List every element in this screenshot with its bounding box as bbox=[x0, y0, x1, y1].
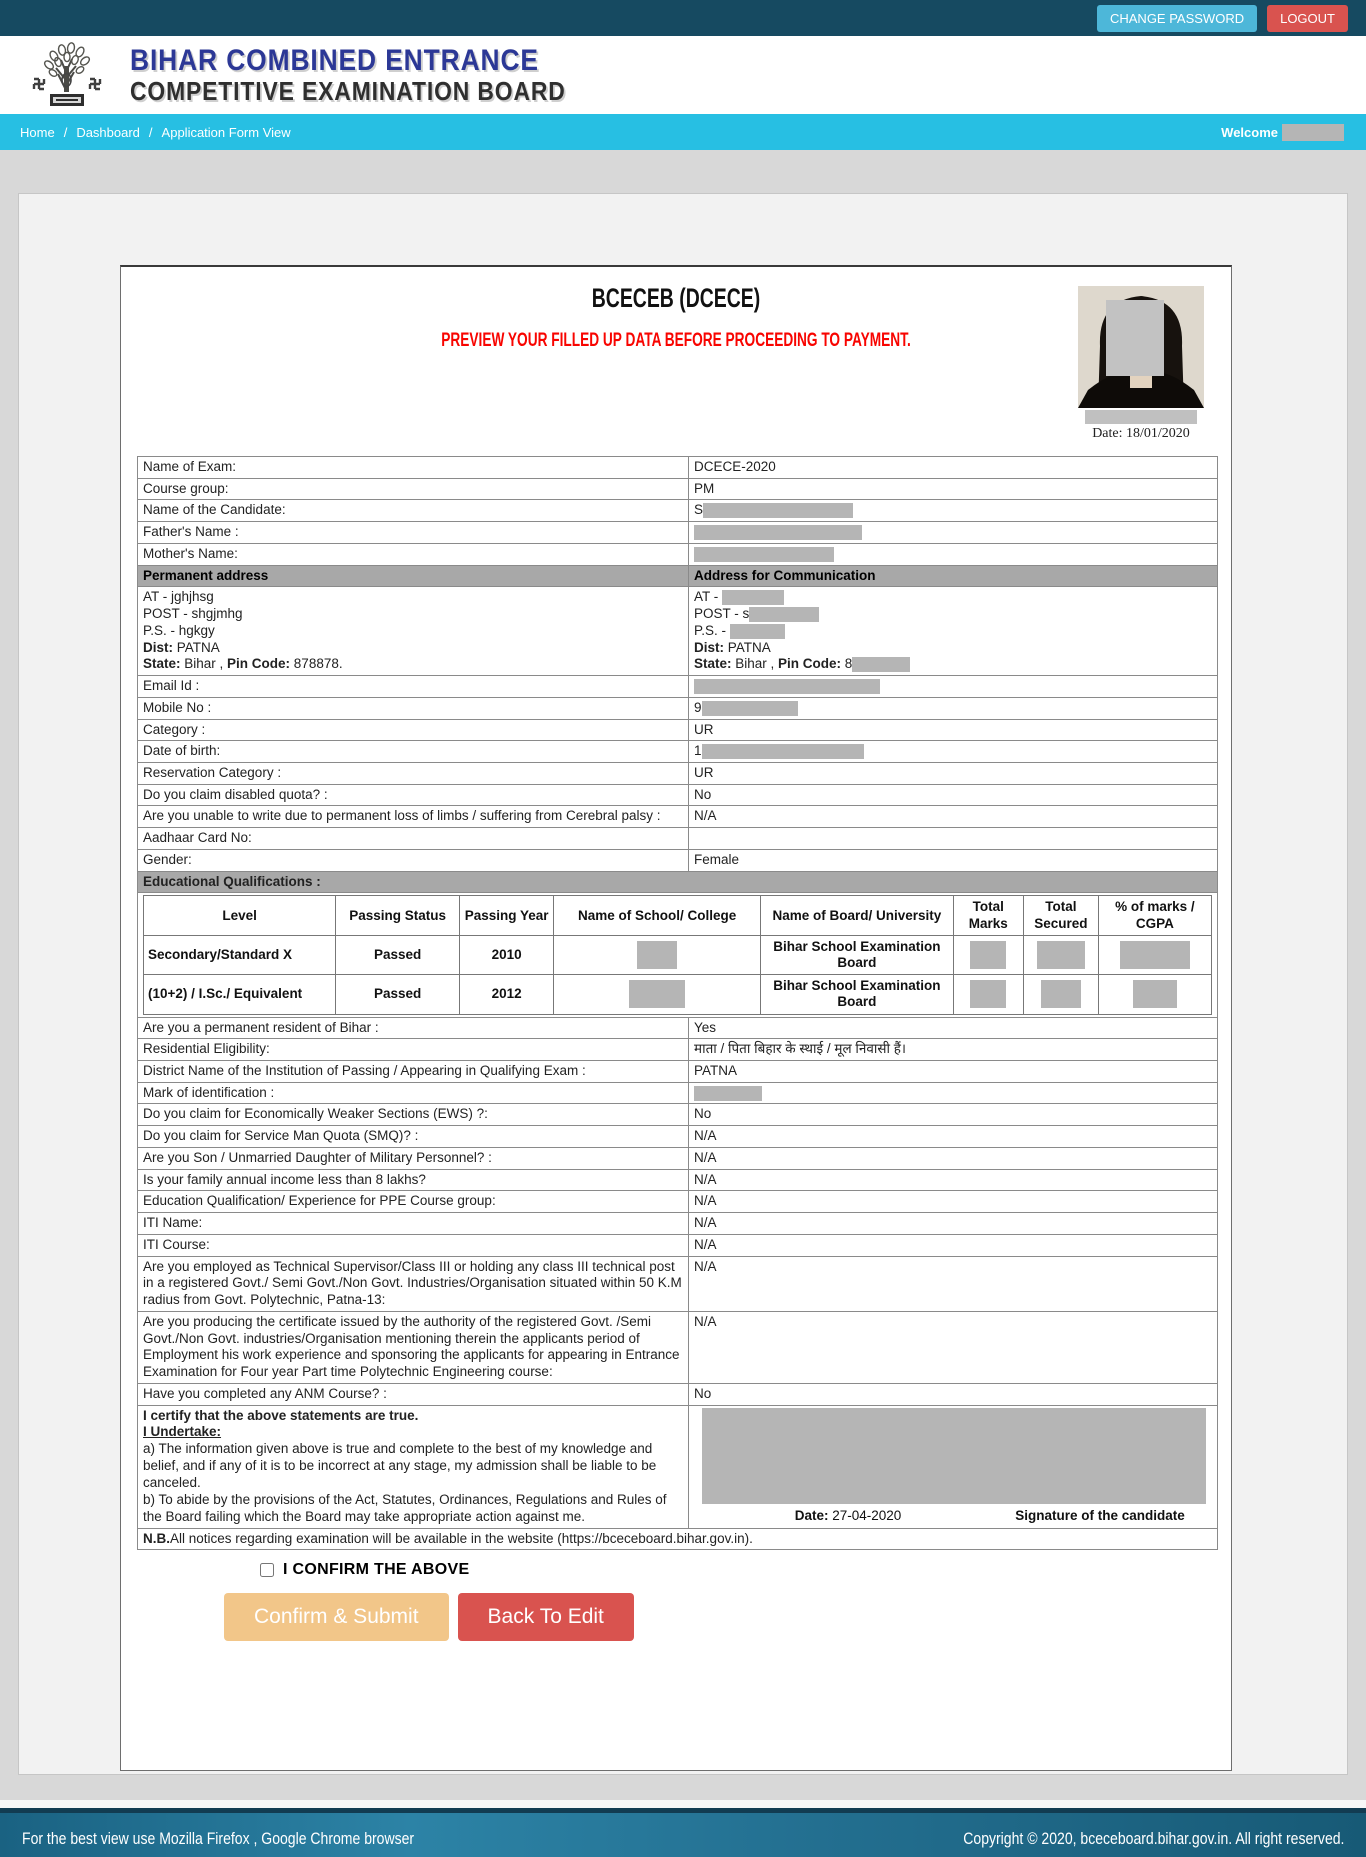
redacted-value bbox=[749, 607, 819, 622]
photo-redacted-block bbox=[702, 1408, 994, 1504]
redacted-value bbox=[702, 744, 864, 759]
education-column-header: Name of School/ College bbox=[554, 896, 761, 935]
welcome-label: Welcome bbox=[1221, 124, 1278, 140]
value-text: POST - s bbox=[694, 606, 750, 622]
address-line bbox=[694, 640, 1212, 657]
field-label: Name of Exam: bbox=[138, 457, 689, 479]
value-text: 1 bbox=[694, 743, 702, 759]
candidate-photo bbox=[1078, 286, 1204, 408]
redacted-value bbox=[694, 547, 834, 562]
nb-label: N.B. bbox=[143, 1530, 170, 1546]
value-text: Pin Code: bbox=[778, 656, 842, 672]
form-row bbox=[138, 522, 1218, 544]
form-row bbox=[138, 457, 1218, 479]
education-column-header: Total Marks bbox=[953, 896, 1023, 935]
field-value bbox=[689, 1017, 1218, 1039]
field-value bbox=[689, 500, 1218, 522]
brand-title bbox=[130, 44, 625, 107]
field-label: Mobile No : bbox=[138, 697, 689, 719]
username-redacted bbox=[1282, 124, 1344, 141]
field-label: Are you a permanent resident of Bihar : bbox=[138, 1017, 689, 1039]
field-value bbox=[689, 763, 1218, 785]
undertaking-line: a) The information given above is true and complete to the best of my knowledge and belief, and if any of it is to be incorrect at any stage, my admission shall be liable to be canceled. bbox=[143, 1441, 657, 1490]
field-value bbox=[689, 1147, 1218, 1169]
address-line bbox=[143, 640, 683, 657]
value-text: 8 bbox=[841, 656, 853, 672]
form-row bbox=[138, 893, 1218, 1017]
value-text: N/A bbox=[694, 1128, 717, 1144]
education-column-header: Passing Status bbox=[336, 896, 460, 935]
education-qualifications-table bbox=[143, 895, 1212, 1014]
address-line bbox=[694, 656, 1212, 673]
form-row bbox=[138, 741, 1218, 763]
field-label: District Name of the Institution of Passing / Appearing in Qualifying Exam : bbox=[138, 1061, 689, 1083]
field-label: Have you completed any ANM Course? : bbox=[138, 1383, 689, 1405]
value-text: PATNA bbox=[724, 639, 771, 655]
field-value bbox=[689, 784, 1218, 806]
breadcrumb bbox=[20, 125, 291, 140]
application-preview-box bbox=[120, 265, 1232, 1771]
education-cell bbox=[554, 935, 761, 974]
value-text: UR bbox=[694, 765, 714, 781]
field-value bbox=[689, 1169, 1218, 1191]
field-value bbox=[689, 457, 1218, 479]
value-text: Dist: bbox=[143, 639, 173, 655]
value-text: Dist: bbox=[694, 639, 724, 655]
field-label: Aadhaar Card No: bbox=[138, 828, 689, 850]
value-text: P.S. - hgkgy bbox=[143, 622, 215, 638]
education-column-header: Passing Year bbox=[460, 896, 554, 935]
application-form-table bbox=[137, 456, 1218, 1550]
education-column-header: Total Secured bbox=[1023, 896, 1098, 935]
date-column bbox=[702, 1408, 994, 1525]
field-value bbox=[689, 543, 1218, 565]
signature-redacted-block bbox=[994, 1408, 1206, 1504]
education-column-header: Level bbox=[144, 896, 336, 935]
education-cell bbox=[554, 975, 761, 1014]
field-label: Email Id : bbox=[138, 676, 689, 698]
content-card bbox=[18, 193, 1348, 1775]
value-text: State: bbox=[694, 656, 732, 672]
value-text: Female bbox=[694, 851, 740, 867]
form-row bbox=[138, 1405, 1218, 1528]
right-address-cell bbox=[689, 587, 1218, 676]
field-label: ITI Name: bbox=[138, 1213, 689, 1235]
field-label: Reservation Category : bbox=[138, 763, 689, 785]
education-cell: 2012 bbox=[460, 975, 554, 1014]
value-text: N/A bbox=[694, 1258, 717, 1274]
address-line bbox=[143, 606, 683, 623]
action-buttons bbox=[224, 1593, 1231, 1641]
signature-column bbox=[994, 1408, 1206, 1525]
education-cell: Passed bbox=[336, 975, 460, 1014]
candidate-name-redacted bbox=[1085, 410, 1197, 424]
address-header-left: Permanent address bbox=[138, 565, 689, 587]
education-cell bbox=[953, 975, 1023, 1014]
form-row bbox=[138, 1383, 1218, 1405]
site-header bbox=[0, 36, 1366, 114]
brand-line1: BIHAR COMBINED ENTRANCE bbox=[130, 43, 539, 77]
form-row bbox=[138, 1082, 1218, 1104]
form-row bbox=[138, 1126, 1218, 1148]
signature-cell bbox=[689, 1405, 1218, 1528]
address-line bbox=[143, 656, 683, 673]
form-row bbox=[138, 1017, 1218, 1039]
education-header-row bbox=[144, 896, 1212, 935]
field-label: Are you employed as Technical Supervisor/Class III or holding any class III technical post in a registered Govt./ Semi Govt./Non Govt. Industries/Organisation situated within 50 K.M radius from Govt. Polytechnic, Patna-13: bbox=[138, 1256, 689, 1311]
field-label: ITI Course: bbox=[138, 1234, 689, 1256]
back-to-edit-button[interactable]: Back To Edit bbox=[458, 1593, 634, 1641]
candidate-photo-block bbox=[1076, 286, 1206, 442]
field-label: Education Qualification/ Experience for PPE Course group: bbox=[138, 1191, 689, 1213]
value-text: 9 bbox=[694, 699, 702, 715]
field-label: Do you claim for Economically Weaker Sections (EWS) ?: bbox=[138, 1104, 689, 1126]
confirm-label: I CONFIRM THE ABOVE bbox=[283, 1561, 470, 1579]
field-value bbox=[689, 806, 1218, 828]
education-cell bbox=[1098, 975, 1211, 1014]
field-value bbox=[689, 1039, 1218, 1061]
confirm-checkbox[interactable] bbox=[260, 1563, 274, 1577]
top-bar bbox=[0, 0, 1366, 36]
form-row bbox=[138, 806, 1218, 828]
bihar-board-logo-icon bbox=[28, 40, 106, 110]
education-cell bbox=[1098, 935, 1211, 974]
footer-gap bbox=[0, 1800, 1366, 1808]
undertaking-line: b) To abide by the provisions of the Act, Statutes, Ordinances, Regulations and Rules of the Board failing which the Board may take appropriate action against me. bbox=[143, 1491, 667, 1524]
value-text: POST - shgjmhg bbox=[143, 606, 243, 622]
value-text: PATNA bbox=[173, 639, 220, 655]
brand-line2: COMPETITIVE EXAMINATION BOARD bbox=[130, 75, 566, 106]
field-value bbox=[689, 1383, 1218, 1405]
redacted-value bbox=[694, 679, 880, 694]
field-value bbox=[689, 1126, 1218, 1148]
redacted-value bbox=[702, 701, 798, 716]
field-value bbox=[689, 828, 1218, 850]
field-label: Mark of identification : bbox=[138, 1082, 689, 1104]
undertaking-text-cell bbox=[138, 1405, 689, 1528]
field-label: Is your family annual income less than 8 lakhs? bbox=[138, 1169, 689, 1191]
field-value bbox=[689, 478, 1218, 500]
redacted-value bbox=[852, 657, 910, 672]
value-text: S bbox=[694, 502, 704, 518]
field-value bbox=[689, 741, 1218, 763]
field-label: Are you Son / Unmarried Daughter of Military Personnel? : bbox=[138, 1147, 689, 1169]
field-value bbox=[689, 849, 1218, 871]
value-text: N/A bbox=[694, 1236, 717, 1252]
photo-date: Date: 18/01/2020 bbox=[1092, 426, 1190, 441]
form-row bbox=[138, 784, 1218, 806]
welcome-user bbox=[1221, 124, 1344, 141]
field-label: Date of birth: bbox=[138, 741, 689, 763]
address-line bbox=[694, 623, 1212, 640]
value-text: No bbox=[694, 1106, 712, 1122]
value-text: DCECE-2020 bbox=[694, 459, 776, 474]
form-row bbox=[138, 1191, 1218, 1213]
form-row bbox=[138, 1104, 1218, 1126]
field-value bbox=[689, 522, 1218, 544]
form-row bbox=[138, 1528, 1218, 1550]
form-row bbox=[138, 763, 1218, 785]
undertaking-line: I Undertake: bbox=[143, 1424, 222, 1440]
form-row bbox=[138, 1147, 1218, 1169]
field-value bbox=[689, 1082, 1218, 1104]
value-text: माता / पिता बिहार के स्थाई / मूल निवासी हैं। bbox=[694, 1041, 906, 1057]
redacted-value bbox=[637, 941, 677, 969]
value-text: AT - bbox=[694, 589, 723, 605]
value-text: No bbox=[694, 786, 712, 802]
date-caption: Date: 27-04-2020 bbox=[794, 1507, 902, 1523]
field-label: Name of the Candidate: bbox=[138, 500, 689, 522]
form-row bbox=[138, 1256, 1218, 1311]
value-text: N/A bbox=[694, 808, 717, 824]
footer bbox=[0, 1808, 1366, 1857]
breadcrumb-bar bbox=[0, 114, 1366, 150]
logout-button[interactable]: LOGOUT bbox=[1267, 5, 1348, 32]
address-header-right: Address for Communication bbox=[689, 565, 1218, 587]
address-line bbox=[694, 606, 1212, 623]
field-label: Are you producing the certificate issued by the authority of the registered Govt. /Semi Govt./Non Govt. industries/Organisation mentioning therein the applicants period of Employment his work experience and sponsoring the applicants for appearing in Entrance Examination for Four year Part time Polytechnic Engineering course: bbox=[138, 1311, 689, 1383]
value-text: Yes bbox=[694, 1019, 717, 1035]
field-label: Mother's Name: bbox=[138, 543, 689, 565]
field-value bbox=[689, 1191, 1218, 1213]
value-text: N/A bbox=[694, 1215, 717, 1231]
field-value bbox=[689, 1104, 1218, 1126]
signature-wrap bbox=[694, 1408, 1212, 1525]
value-text: 878878. bbox=[290, 656, 343, 672]
education-column-header: Name of Board/ University bbox=[761, 896, 953, 935]
field-label: Do you claim for Service Man Quota (SMQ)? : bbox=[138, 1126, 689, 1148]
signature-caption: Signature of the candidate bbox=[1015, 1507, 1185, 1523]
form-row bbox=[138, 1061, 1218, 1083]
value-text: No bbox=[694, 1385, 712, 1401]
field-value bbox=[689, 1234, 1218, 1256]
value-text: N/A bbox=[694, 1149, 717, 1165]
confirm-submit-button[interactable]: Confirm & Submit bbox=[224, 1593, 449, 1641]
redacted-value bbox=[970, 941, 1006, 969]
field-label: Residential Eligibility: bbox=[138, 1039, 689, 1061]
field-value bbox=[689, 1311, 1218, 1383]
education-cell: Secondary/Standard X bbox=[144, 935, 336, 974]
date-label: Date: bbox=[794, 1507, 829, 1523]
redacted-value bbox=[629, 980, 685, 1008]
field-value bbox=[689, 676, 1218, 698]
form-row bbox=[138, 871, 1218, 893]
value-text: PATNA bbox=[694, 1063, 738, 1079]
education-cell: (10+2) / I.Sc./ Equivalent bbox=[144, 975, 336, 1014]
redacted-value bbox=[694, 525, 862, 540]
form-row bbox=[138, 849, 1218, 871]
form-row bbox=[138, 1311, 1218, 1383]
section-header: Educational Qualifications : bbox=[138, 871, 1218, 893]
field-label: Category : bbox=[138, 719, 689, 741]
field-value bbox=[689, 1213, 1218, 1235]
education-row bbox=[144, 975, 1212, 1014]
address-line bbox=[694, 589, 1212, 606]
field-label: Do you claim disabled quota? : bbox=[138, 784, 689, 806]
field-label: Gender: bbox=[138, 849, 689, 871]
education-row bbox=[144, 935, 1212, 974]
form-row bbox=[138, 676, 1218, 698]
form-row bbox=[138, 1169, 1218, 1191]
value-text: AT - jghjhsg bbox=[143, 589, 214, 605]
value-text: N/A bbox=[694, 1313, 717, 1329]
address-header-row bbox=[138, 565, 1218, 587]
education-cell bbox=[1023, 935, 1098, 974]
education-cell: Passed bbox=[336, 935, 460, 974]
footer-copyright: Copyright © 2020, bceceboard.bihar.gov.in. All right reserved. bbox=[962, 1829, 1344, 1848]
field-label: Father's Name : bbox=[138, 522, 689, 544]
value-text: State: bbox=[143, 656, 181, 672]
form-row bbox=[138, 587, 1218, 676]
breadcrumb-separator: / bbox=[148, 124, 153, 140]
page-title: BCECEB (DCECE) bbox=[591, 283, 761, 313]
undertaking-line: I certify that the above statements are true. bbox=[143, 1407, 419, 1423]
education-cell: Bihar School Examination Board bbox=[761, 975, 953, 1014]
form-row bbox=[138, 543, 1218, 565]
education-cell: 2010 bbox=[460, 935, 554, 974]
confirm-line bbox=[260, 1561, 1231, 1579]
field-label: Course group: bbox=[138, 478, 689, 500]
breadcrumb-home[interactable]: Home bbox=[20, 124, 55, 140]
redacted-value bbox=[970, 980, 1006, 1008]
redacted-value bbox=[1037, 941, 1085, 969]
education-column-header: % of marks / CGPA bbox=[1098, 896, 1211, 935]
field-value bbox=[689, 1061, 1218, 1083]
left-address-cell bbox=[138, 587, 689, 676]
value-text: UR bbox=[694, 721, 714, 737]
change-password-button[interactable]: CHANGE PASSWORD bbox=[1097, 5, 1257, 32]
value-text: N/A bbox=[694, 1193, 717, 1209]
address-line bbox=[143, 623, 683, 640]
breadcrumb-application-form-view[interactable]: Application Form View bbox=[161, 124, 291, 140]
redacted-value bbox=[1133, 980, 1177, 1008]
value-text: N/A bbox=[694, 1171, 717, 1187]
value-text: Pin Code: bbox=[227, 656, 291, 672]
value-text: P.S. - bbox=[694, 622, 730, 638]
redacted-value bbox=[694, 1086, 762, 1101]
education-cell: Bihar School Examination Board bbox=[761, 935, 953, 974]
nb-note-cell: N.B.All notices regarding examination will be available in the website (https://bceceboard.bihar.gov.in). bbox=[138, 1528, 1218, 1550]
form-row bbox=[138, 1039, 1218, 1061]
form-row bbox=[138, 478, 1218, 500]
value-text: Bihar , bbox=[180, 656, 228, 672]
field-value bbox=[689, 719, 1218, 741]
form-row bbox=[138, 697, 1218, 719]
page-body bbox=[0, 150, 1366, 1800]
redacted-value bbox=[722, 590, 784, 605]
redacted-value bbox=[1041, 980, 1081, 1008]
redacted-value bbox=[730, 624, 785, 639]
education-cell bbox=[953, 935, 1023, 974]
field-value bbox=[689, 697, 1218, 719]
form-row bbox=[138, 719, 1218, 741]
value-text: Bihar , bbox=[731, 656, 779, 672]
field-label: Are you unable to write due to permanent loss of limbs / suffering from Cerebral palsy : bbox=[138, 806, 689, 828]
field-value bbox=[689, 1256, 1218, 1311]
breadcrumb-separator: / bbox=[63, 124, 68, 140]
address-line bbox=[143, 589, 683, 606]
form-row bbox=[138, 500, 1218, 522]
form-row bbox=[138, 828, 1218, 850]
breadcrumb-dashboard[interactable]: Dashboard bbox=[76, 124, 140, 140]
preview-warning-text: PREVIEW YOUR FILLED UP DATA BEFORE PROCEEDING TO PAYMENT. bbox=[441, 330, 911, 351]
redacted-value bbox=[703, 503, 853, 518]
footer-browser-note: For the best view use Mozilla Firefox , Google Chrome browser bbox=[22, 1829, 415, 1848]
form-row bbox=[138, 1234, 1218, 1256]
redacted-value bbox=[1120, 941, 1190, 969]
education-cell bbox=[1023, 975, 1098, 1014]
education-table-cell bbox=[138, 893, 1218, 1017]
value-text: PM bbox=[694, 480, 715, 496]
form-row bbox=[138, 1213, 1218, 1235]
